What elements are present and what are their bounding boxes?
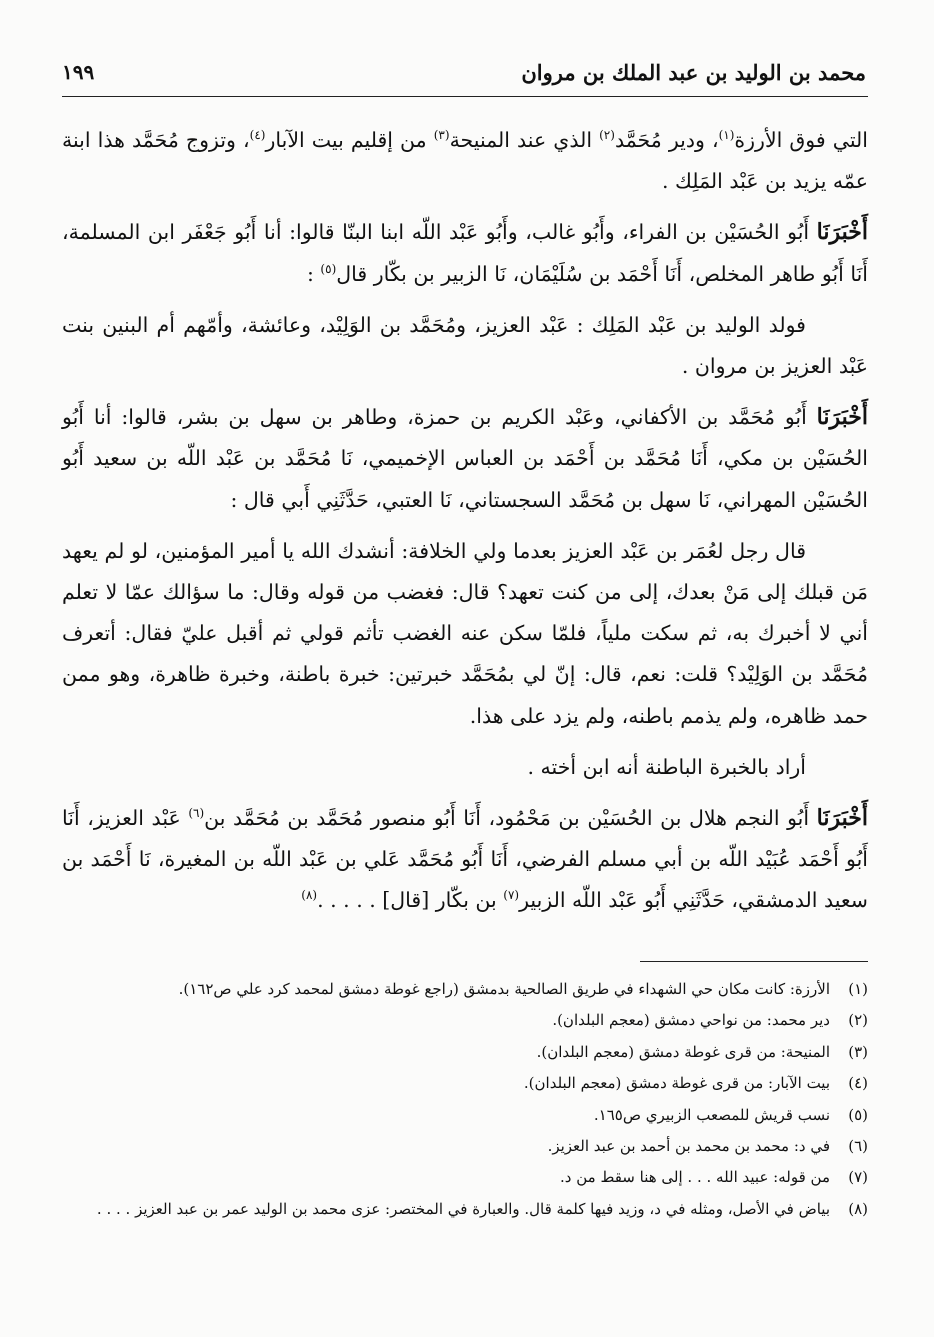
footnote-number: (٣) [848,1042,868,1061]
footnote-text: المنيحة: من قرى غوطة دمشق (معجم البلدان). [536,1042,830,1061]
akhbarana-keyword: أَخْبَرَنَا [816,805,868,832]
footnote-number: (٥) [848,1105,868,1124]
running-header [62,58,866,92]
footnote-text: من قوله: عبيد الله . . . إلى هنا سقط من د. [560,1168,830,1187]
paragraph [62,798,868,922]
footnote-text: في د: محمد بن محمد بن أحمد بن عبد العزيز. [547,1137,830,1156]
footnote-ref: (٣) [433,128,450,143]
paragraph [62,120,868,202]
text-segment: من إقليم بيت الآبار [265,128,434,152]
footnote-item [62,974,868,1005]
footnote-item [62,1068,868,1099]
text-segment: فولد الوليد بن عَبْد المَلِك : عَبْد العزيز، ومُحَمَّد بن الوَلِيْد، وعائشة، وأمّهم أم البنين بنت عَبْد العزيز بن مروان . [62,312,868,379]
running-title: محمد بن الوليد بن عبد الملك بن مروان [521,60,866,85]
footnote-ref: (١) [718,128,735,143]
footnote-ref: (٤) [249,128,266,143]
footnote-text: الأرزة: كانت مكان حي الشهداء في طريق الصالحية بدمشق (راجع غوطة دمشق لمحمد كرد علي ص١٦٢). [178,980,830,998]
footnote-ref: (٨) [301,888,318,903]
footnote-text: دير محمد: من نواحي دمشق (معجم البلدان). [552,1011,830,1030]
main-text [62,120,868,922]
footnote-number: (٢) [848,1011,868,1030]
footnote-item [62,1037,868,1068]
text-segment: : [306,261,321,286]
footnote-item [62,1162,868,1193]
text-segment: أَبُو مُحَمَّد بن الأكفاني، وعَبْد الكريم بن حمزة، وطاهر بن سهل بن بشر، قالوا: أنا أَبُو الحُسَيْن بن مكي، أَنَا مُحَمَّد بن أَحْمَد بن العباس الإخميمي، نَا مُحَمَّد بن عَبْد اللّه بن سعيد أَبُو الحُسَيْن المهراني، نَا سهل بن مُحَمَّد السجستاني، نَا العتبي، حَدَّثَنِي أَبي قال : [62,405,868,512]
text-segment: التي فوق الأرزة [734,128,868,152]
akhbarana-keyword: أَخْبَرَنَا [816,219,868,246]
paragraph [62,531,868,737]
footnote-ref: (٦) [188,806,205,821]
paragraph [62,212,868,294]
text-segment: ، وتزوج مُحَمَّد هذا ابنة عمّه يزيد بن عَبْد المَلِك . [62,128,868,194]
footnote-item [62,1100,868,1131]
footnote-divider [640,961,868,962]
footnote-number: (٤) [848,1074,868,1093]
page-number: ١٩٩ [62,60,95,84]
paragraph [62,305,868,387]
footnote-ref: (٧) [503,888,520,903]
footnotes [62,974,868,1225]
footnote-number: (٧) [848,1168,868,1187]
footnote-number: (٦) [848,1137,868,1156]
footnote-item [62,1194,868,1225]
text-segment: أَبُو النجم هلال بن الحُسَيْن بن مَحْمُود، أَنَا أَبُو منصور مُحَمَّد بن مُحَمَّد بن [204,806,817,831]
header-divider [62,96,868,97]
footnote-text: نسب قريش للمصعب الزبيري ص١٦٥. [593,1105,830,1124]
footnote-number: (١) [848,980,868,998]
text-segment: قال رجل لعُمَر بن عَبْد العزيز بعدما ولي الخلافة: أنشدك الله يا أمير المؤمنين، لو لم يعهد مَن قبلك إلى مَنْ بعدك، إلى من كنت تعهد؟ قال: فغضب من قوله وقال: ما سؤالك عمّا لا تعلم أني لا أخبرك به، ثم سكت ملياً، فلمّا سكن عنه الغضب تأثم قولي ثم أقبل عليّ فقال: أتعرف مُحَمَّد بن الوَلِيْد؟ قلت: نعم، قال: إنّ لي بمُحَمَّد خبرتين: خبرة باطنة، وخبرة ظاهرة، وهو ممن حمد ظاهره، ولم يذمم باطنه، ولم يزد على هذا. [62,538,868,728]
text-segment: عَبْد العزيز، أَنَا أَبُو أَحْمَد عُبَيْد اللّه بن أبي مسلم الفرضي، أَنَا أَبُو مُحَمَّد عَلي بن عَبْد اللّه بن المغيرة، نَا أَحْمَد بن سعيد الدمشقي، حَدَّثَنِي أَبُو عَبْد اللّه الزبير [62,806,868,913]
footnote-item [62,1005,868,1036]
paragraph [62,397,868,521]
footnote-text: بيت الآبار: من قرى غوطة دمشق (معجم البلدان). [523,1074,830,1093]
text-segment: أراد بالخبرة الباطنة أنه ابن أخته . [527,754,806,779]
footnote-item [62,1131,868,1162]
footnote-ref: (٢) [599,128,615,143]
text-segment: بن بكّار [قال] . . . . . [317,888,504,913]
akhbarana-keyword: أَخْبَرَنَا [816,404,868,431]
text-segment: ، ودير مُحَمَّد [614,128,719,152]
footnote-ref: (٥) [320,261,337,276]
footnote-text: بياض في الأصل، ومثله في د، وزيد فيها كلمة قال. والعبارة في المختصر: عزى محمد بن الوليد عمر بن عبد العزيز . . . . [96,1199,830,1218]
text-segment: الذي عند المنيحة [449,128,600,152]
paragraph [62,747,868,788]
text-segment: أَبُو الحُسَيْن بن الفراء، وأَبُو غالب، وأَبُو عَبْد اللّه ابنا البنّا قالوا: أنا أَبُو جَعْفَر ابن المسلمة، أَنَا أَبُو طاهر المخلص، أَنَا أَحْمَد بن سُلَيْمَان، نَا الزبير بن بكّار قال [62,220,868,286]
footnote-number: (٨) [848,1199,868,1218]
